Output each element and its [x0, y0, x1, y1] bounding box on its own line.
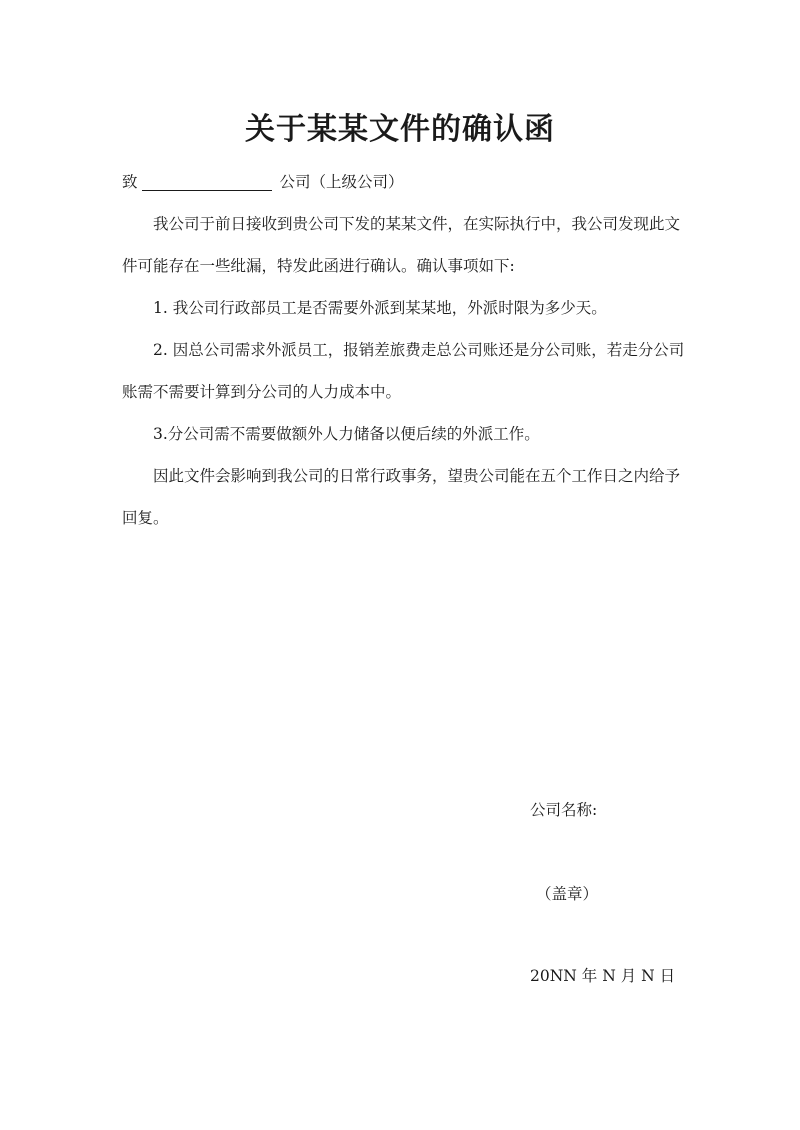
signature-seal-label: （盖章） [536, 885, 599, 903]
signature-date: 20NN 年 N 月 N 日 [530, 967, 676, 985]
letter-body [122, 203, 692, 539]
paragraph-item-1: 1. 我公司行政部员工是否需要外派到某某地，外派时限为多少天。 [153, 299, 607, 317]
salutation-suffix: 公司（上级公司） [279, 173, 404, 191]
paragraph-closing: 因此文件会影响到我公司的日常行政事务，望贵公司能在五个工作日之内给予回复。 [122, 467, 681, 527]
document-title: 关于某某文件的确认函 [245, 112, 555, 147]
salutation-line [122, 161, 692, 203]
recipient-blank-line [142, 189, 272, 191]
paragraph-item-2: 2. 因总公司需求外派员工，报销差旅费走总公司账还是分公司账，若走分公司账需不需要计算到分公司的人力成本中。 [122, 341, 685, 401]
signature-company-label: 公司名称: [530, 801, 598, 819]
salutation-prefix: 致 [122, 173, 138, 191]
paragraph-item-3: 3.分公司需不需要做额外人力储备以便后续的外派工作。 [153, 425, 540, 443]
paragraph-intro: 我公司于前日接收到贵公司下发的某某文件，在实际执行中，我公司发现此文件可能存在一些纰漏，特发此函进行确认。确认事项如下: [122, 215, 681, 275]
